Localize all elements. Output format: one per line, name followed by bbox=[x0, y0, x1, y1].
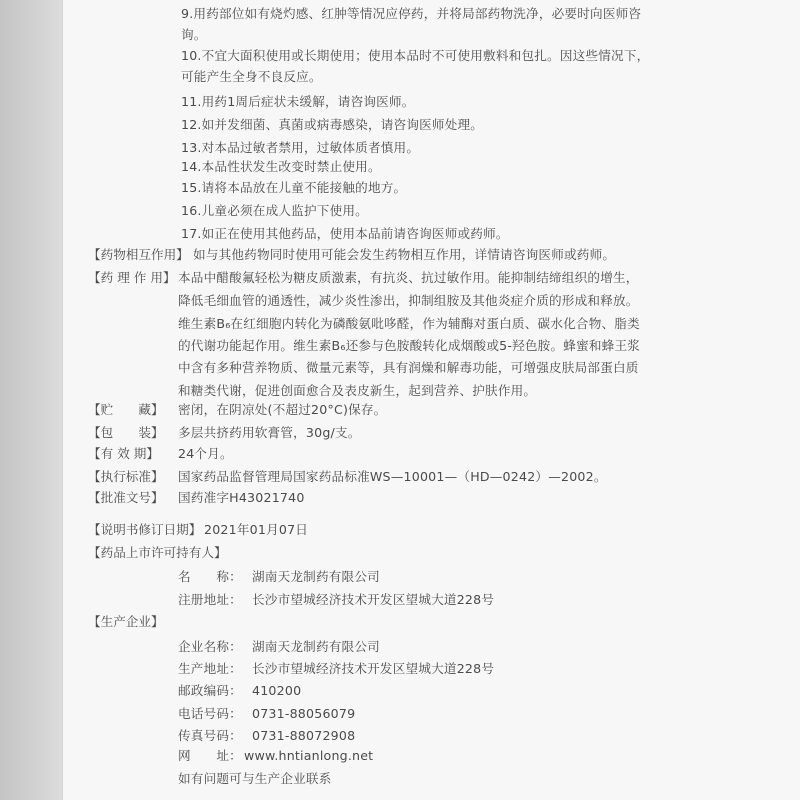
website-link[interactable]: www.hntianlong.net bbox=[244, 748, 374, 763]
precaution-13: 13.对本品过敏者禁用，过敏体质者慎用。 bbox=[181, 140, 420, 155]
holder-label: 【药品上市许可持有人】 bbox=[88, 545, 227, 560]
pharmacology-line: 中含有多种营养物质、微量元素等，具有润燥和解毒功能，可增强皮肤局部蛋白质 bbox=[178, 360, 639, 375]
fax-label: 传真号码： bbox=[178, 728, 242, 743]
contact-note: 如有问题可与生产企业联系 bbox=[178, 771, 332, 786]
website-label: 网 址： bbox=[178, 748, 242, 763]
revision-date: 2021年01月07日 bbox=[204, 522, 309, 537]
storage-label: 【贮 藏】 bbox=[88, 402, 164, 417]
pharmacology-line: 降低毛细血管的通透性，减少炎性渗出，抑制组胺及其他炎症介质的形成和释放。 bbox=[178, 293, 639, 308]
storage-text: 密闭，在阴凉处(不超过20°C)保存。 bbox=[178, 402, 387, 417]
manufacturer-name-label: 企业名称： bbox=[178, 639, 242, 654]
fax-number: 0731-88072908 bbox=[252, 728, 356, 743]
precaution-16: 16.儿童必须在成人监护下使用。 bbox=[181, 203, 368, 218]
precaution-11: 11.用药1周后症状未缓解，请咨询医师。 bbox=[181, 94, 415, 109]
holder-address: 长沙市望城经济技术开发区望城大道228号 bbox=[252, 592, 495, 607]
holder-name-label: 名 称： bbox=[178, 569, 242, 584]
holder-name: 湖南天龙制药有限公司 bbox=[252, 569, 380, 584]
manufacturer-label: 【生产企业】 bbox=[88, 614, 164, 629]
phone-number: 0731-88056079 bbox=[252, 706, 356, 721]
precaution-9-line1: 9.用药部位如有烧灼感、红肿等情况应停药，并将局部药物洗净，必要时向医师咨 bbox=[181, 6, 642, 21]
manufacturer-name: 湖南天龙制药有限公司 bbox=[252, 639, 380, 654]
package-label: 【包 装】 bbox=[88, 425, 164, 440]
validity-text: 24个月。 bbox=[178, 446, 233, 461]
standard-label: 【执行标准】 bbox=[88, 469, 164, 484]
interaction-label: 【药物相互作用】 bbox=[88, 247, 189, 262]
precaution-17: 17.如正在使用其他药品，使用本品前请咨询医师或药师。 bbox=[181, 226, 509, 241]
validity-label: 【有 效 期】 bbox=[88, 446, 159, 461]
pharmacology-label: 【药 理 作 用】 bbox=[88, 270, 176, 285]
precaution-9-line2: 询。 bbox=[181, 27, 207, 42]
pharmacology-line: 和糖类代谢，促进创面愈合及表皮新生，起到营养、护肤作用。 bbox=[178, 383, 537, 398]
manufacturer-address-label: 生产地址： bbox=[178, 661, 242, 676]
phone-label: 电话号码： bbox=[178, 706, 242, 721]
holder-address-label: 注册地址： bbox=[178, 592, 242, 607]
approval-text: 国药准字H43021740 bbox=[178, 490, 305, 505]
interaction-text: 如与其他药物同时使用可能会发生药物相互作用，详情请咨询医师或药师。 bbox=[193, 247, 616, 262]
zip-label: 邮政编码： bbox=[178, 683, 242, 698]
precaution-14: 14.本品性状发生改变时禁止使用。 bbox=[181, 159, 381, 174]
pharmacology-line: 本品中醋酸氟轻松为糖皮质激素，有抗炎、抗过敏作用。能抑制结缔组织的增生， bbox=[178, 270, 639, 285]
page-shadow bbox=[0, 0, 62, 800]
zip-code: 410200 bbox=[252, 683, 302, 698]
package-text: 多层共挤药用软膏管，30g/支。 bbox=[178, 425, 361, 440]
precaution-12: 12.如并发细菌、真菌或病毒感染，请咨询医师处理。 bbox=[181, 117, 484, 132]
precaution-10-line1: 10.不宜大面积使用或长期使用；使用本品时不可使用敷料和包扎。因这些情况下， bbox=[181, 48, 650, 63]
standard-text: 国家药品监督管理局国家药品标准WS—10001—（HD—0242）—2002。 bbox=[178, 469, 607, 484]
precaution-15: 15.请将本品放在儿童不能接触的地方。 bbox=[181, 180, 407, 195]
manufacturer-address: 长沙市望城经济技术开发区望城大道228号 bbox=[252, 661, 495, 676]
pharmacology-line: 的代谢功能起作用。维生素B₆还参与色胺酸转化成烟酸或5-羟色胺。蜂蜜和蜂王浆 bbox=[178, 338, 641, 353]
revision-label: 【说明书修订日期】 bbox=[88, 522, 202, 537]
pharmacology-line: 维生素B₆在红细胞内转化为磷酸氨吡哆醛，作为辅酶对蛋白质、碳水化合物、脂类 bbox=[178, 316, 640, 331]
approval-label: 【批准文号】 bbox=[88, 490, 164, 505]
precaution-10-line2: 可能产生全身不良反应。 bbox=[181, 69, 322, 84]
